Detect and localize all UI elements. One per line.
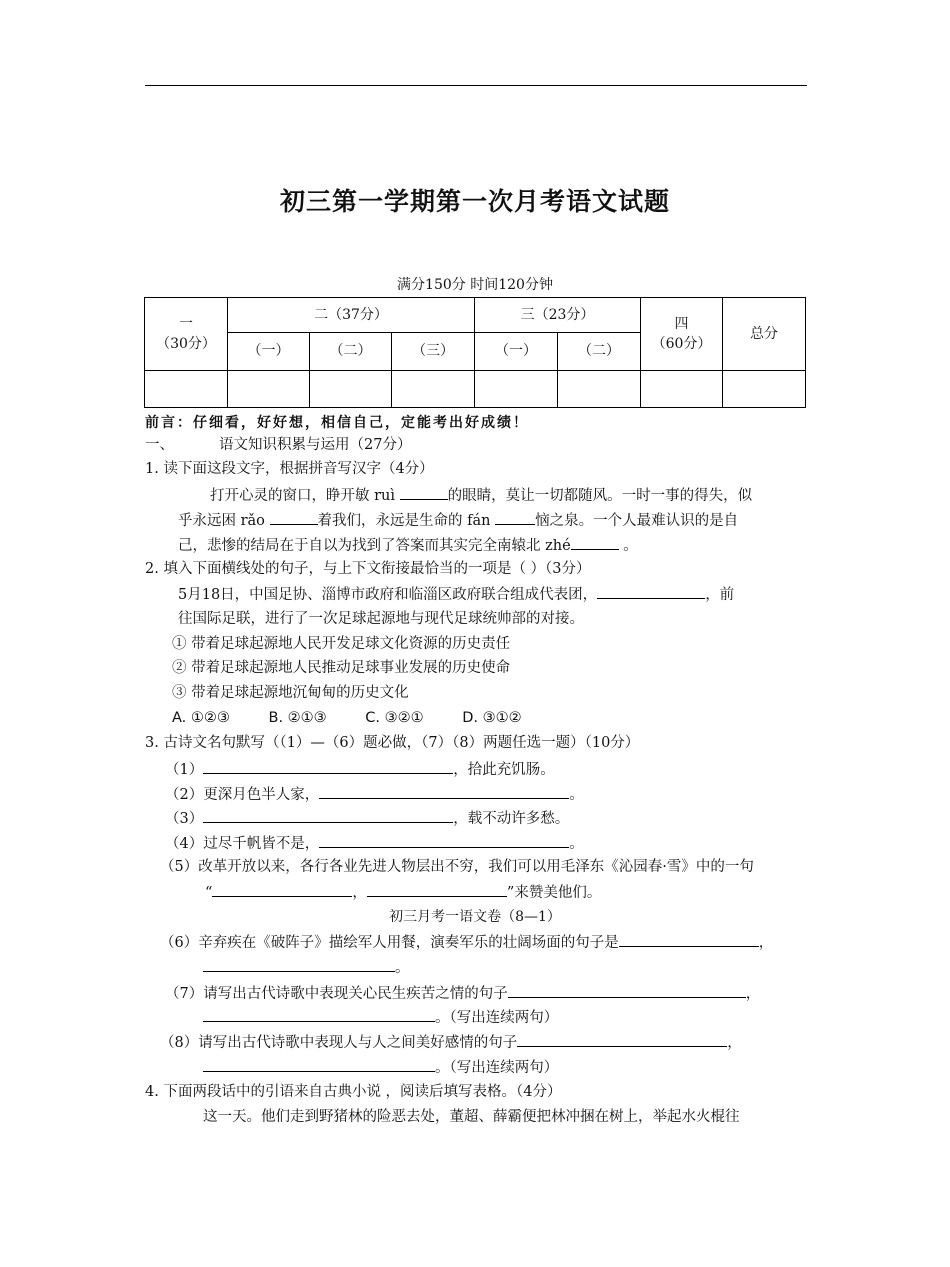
question-4-passage: 这一天。他们走到野猪林的险恶去处，董超、薛霸便把林冲捆在树上，举起水火棍往 (203, 1109, 740, 1125)
question-3-item-4: （4）过尽千帆皆不是， 。 (165, 831, 584, 856)
answer-blank[interactable] (319, 831, 569, 848)
question-3-item-6-line-2: 。 (203, 955, 410, 980)
section-2-header: 二（37分） (228, 298, 475, 333)
answer-blank[interactable] (203, 757, 453, 774)
section-3-sub-2: （二） (558, 333, 641, 371)
question-3-item-1: （1） ，拾此充饥肠。 (165, 757, 555, 782)
page-title: 初三第一学期第一次月考语文试题 (279, 187, 670, 216)
section-3-sub-1: （一） (475, 333, 558, 371)
section-4-header: 四 （60分） (641, 298, 723, 371)
question-4-stem: 4. 下面两段话中的引语来自古典小说 ，阅读后填写表格。（4分） (145, 1084, 562, 1100)
answer-blank[interactable] (319, 782, 569, 799)
answer-blank[interactable] (203, 806, 453, 823)
answer-blank[interactable] (203, 1055, 435, 1072)
question-2-option-1: ① 带着足球起源地人民开发足球文化资源的历史责任 (172, 636, 511, 652)
answer-blank[interactable] (400, 483, 448, 500)
score-cell[interactable] (145, 371, 228, 408)
question-3-item-5-line-2: “ ， ”来赞美他们。 (205, 880, 601, 905)
question-2-option-2: ② 带着足球起源地人民推动足球事业发展的历史使命 (172, 660, 511, 676)
answer-blank[interactable] (619, 930, 759, 947)
answer-blank[interactable] (367, 880, 507, 897)
score-cell[interactable] (228, 371, 310, 408)
question-3-item-7-line-2: 。（写出连续两句） (203, 1005, 558, 1030)
section-2-sub-2: （二） (310, 333, 392, 371)
section-3-header: 三（23分） (475, 298, 641, 333)
question-3-stem: 3. 古诗文名句默写（（1）—（6）题必做，（7）（8）两题任选一题）（10分） (145, 735, 640, 751)
question-2-line-1: 5月18日，中国足协、淄博市政府和临淄区政府联合组成代表团， ，前 (178, 582, 734, 607)
question-3-item-2: （2）更深月色半人家， 。 (165, 782, 584, 807)
choice-d[interactable]: D. ③①② (462, 710, 522, 726)
page-footer: 初三月考一语文卷（8—1） (389, 909, 561, 925)
score-cell[interactable] (310, 371, 392, 408)
question-1-line-2: 乎永远困 rǎo 着我们，永远是生命的 fán 恼之泉。一个人最难认识的是自 (178, 508, 738, 533)
question-1-line-1: 打开心灵的窗口，睁开敏 ruì 的眼睛，莫让一切都随风。一时一事的得失，似 (210, 483, 752, 508)
score-cell[interactable] (723, 371, 806, 408)
section-1-header: 一 （30分） (145, 298, 228, 371)
part-1-heading: 一、 语文知识积累与运用（27分） (145, 437, 412, 453)
answer-blank[interactable] (203, 955, 395, 972)
score-table (144, 297, 806, 408)
question-3-item-3: （3） ，载不动许多愁。 (165, 806, 569, 831)
answer-blank[interactable] (517, 1030, 727, 1047)
section-2-sub-3: （三） (392, 333, 475, 371)
question-1-line-3: 己，悲惨的结局在于自以为找到了答案而其实完全南辕北 zhé 。 (178, 533, 638, 558)
answer-blank[interactable] (212, 880, 352, 897)
header-rule (145, 85, 807, 86)
question-3-item-6-line-1: （6）辛弃疾在《破阵子》描绘军人用餐，演奏军乐的壮阔场面的句子是 ， (160, 930, 773, 955)
choice-a[interactable]: A. ①②③ (172, 710, 230, 726)
answer-blank[interactable] (495, 508, 535, 525)
question-3-item-7-line-1: （7）请写出古代诗歌中表现关心民生疾苦之情的句子 ， (165, 981, 760, 1006)
choice-b[interactable]: B. ②①③ (268, 710, 327, 726)
question-2-stem: 2. 填入下面横线处的句子，与上下文衔接最恰当的一项是（ ）（3分） (145, 561, 591, 577)
answer-blank[interactable] (203, 1005, 435, 1022)
score-cell[interactable] (475, 371, 558, 408)
exam-info: 满分150分 时间120分钟 (397, 277, 553, 293)
question-3-item-5-line-1: （5）改革开放以来，各行各业先进人物层出不穷，我们可以用毛泽东《沁园春·雪》中的一句 (160, 859, 754, 875)
preface: 前言：仔细看，好好想，相信自己，定能考出好成绩！ (145, 415, 529, 431)
score-cell[interactable] (392, 371, 475, 408)
answer-blank[interactable] (270, 508, 318, 525)
score-cell[interactable] (641, 371, 723, 408)
question-1-stem: 1. 读下面这段文字，根据拼音写汉字（4分） (145, 461, 434, 477)
answer-blank[interactable] (571, 533, 619, 550)
question-2-choices (172, 706, 522, 730)
section-2-sub-1: （一） (228, 333, 310, 371)
question-2-line-2: 往国际足联，进行了一次足球起源地与现代足球统帅部的对接。 (178, 611, 584, 627)
choice-c[interactable]: C. ③②① (365, 710, 424, 726)
question-3-item-8-line-1: （8）请写出古代诗歌中表现人与人之间美好感情的句子 ， (160, 1030, 742, 1055)
answer-blank[interactable] (508, 981, 746, 998)
score-cell[interactable] (558, 371, 641, 408)
question-3-item-8-line-2: 。（写出连续两句） (203, 1055, 558, 1080)
total-header: 总分 (723, 298, 806, 371)
question-2-option-3: ③ 带着足球起源地沉甸甸的历史文化 (172, 685, 409, 701)
answer-blank[interactable] (597, 582, 705, 599)
